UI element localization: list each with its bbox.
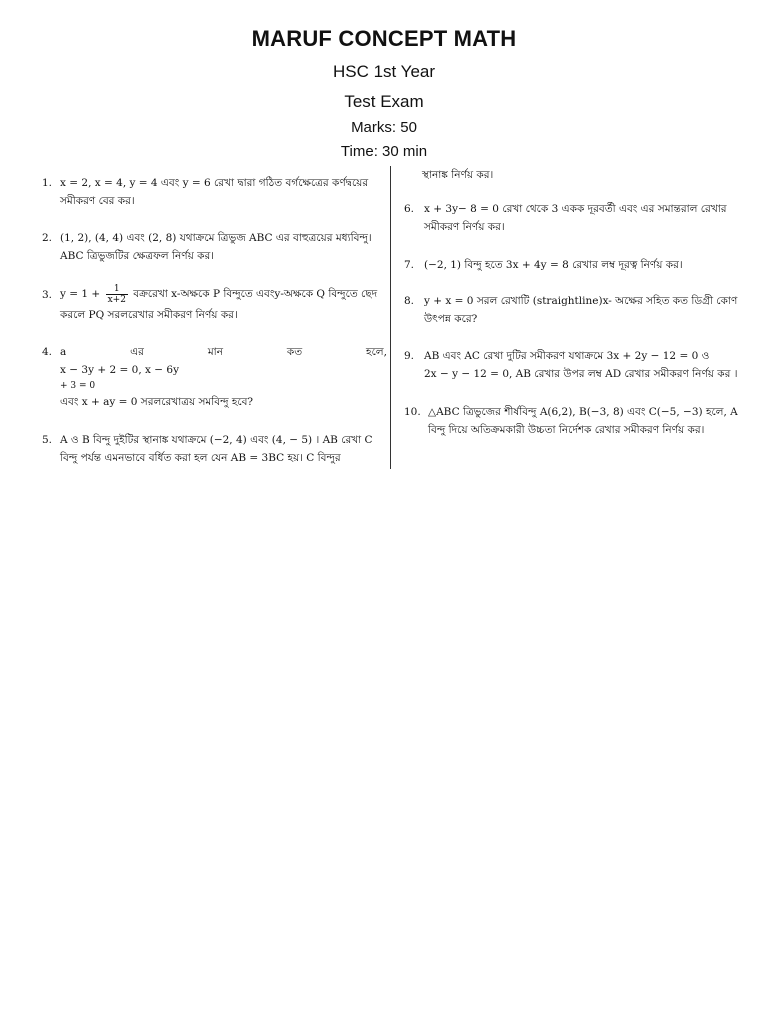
question-text-line: A ও B বিন্দু দুইটির স্থানাঙ্ক যথাক্রমে (−2, 4) এবং (4, − 5) । AB রেখা C [60, 434, 373, 446]
question-number: 5. [42, 434, 53, 446]
question-5-continued [402, 166, 747, 184]
question-5 [42, 431, 387, 467]
question-4 [42, 343, 387, 411]
question-text-line: সমীকরণ বের কর। [60, 195, 135, 207]
question-number: 6. [404, 203, 415, 215]
question-text-line: 2x − y − 12 = 0, AB রেখার উপর লম্ব AD রেখার সমীকরণ নির্ণয় কর । [424, 368, 738, 380]
exam-name: Test Exam [344, 92, 424, 111]
question-text-line: + 3 = 0 [60, 381, 96, 391]
question-9 [404, 347, 749, 383]
question-2 [42, 229, 387, 265]
time-label: Time: 30 min [340, 143, 428, 160]
question-text-line: স্থানাঙ্ক নির্ণয় কর। [422, 169, 494, 181]
question-text-line [60, 343, 387, 361]
question-10 [404, 403, 749, 439]
question-1 [42, 174, 387, 210]
class-subtitle: HSC 1st Year [332, 62, 436, 81]
question-3 [42, 282, 387, 324]
question-text-line: এবং x + ay = 0 সরলরেখাত্রয় সমবিন্দু হবে? [60, 396, 254, 408]
word: কত [286, 346, 303, 358]
question-text-line: ABC ত্রিভুজটির ক্ষেত্রফল নির্ণয় কর। [60, 250, 214, 262]
question-8 [404, 292, 749, 328]
question-text-line: বিন্দু দিয়ে অতিক্রমকারী উচ্চতা নির্দেশক রেখার সমীকরণ নির্ণয় কর। [428, 424, 705, 436]
question-text-line: সমীকরণ নির্ণয় কর। [424, 221, 505, 233]
question-text-line: AB এবং AC রেখা দুটির সমীকরণ যথাক্রমে 3x + 2y − 12 = 0 ও [424, 350, 710, 362]
question-6 [404, 200, 749, 236]
question-text-line: x + 3y− 8 = 0 রেখা থেকে 3 একক দূরবর্তী এবং এর সমান্তরাল রেখার [424, 203, 727, 215]
column-divider [390, 166, 391, 469]
question-number: 7. [404, 259, 415, 271]
question-number: 9. [404, 350, 415, 362]
question-text-line: △ABC ত্রিভুজের শীর্ষবিন্দু A(6,2), B(−3, 8) এবং C(−5, −3) হলে, A [428, 406, 738, 418]
question-text-line: x − 3y + 2 = 0, x − 6y [60, 364, 179, 376]
word: হলে, [366, 346, 387, 358]
fraction-numerator: 1 [106, 284, 128, 295]
question-number: 4. [42, 346, 53, 358]
question-text-line: (−2, 1) বিন্দু হতে 3x + 4y = 8 রেখার লম্ব দূরত্ব নির্ণয় কর। [424, 259, 683, 271]
marks-label: Marks: 50 [351, 119, 417, 136]
question-number: 1. [42, 177, 53, 189]
word: মান [207, 346, 223, 358]
word: a [60, 346, 67, 358]
question-number: 3. [42, 289, 53, 301]
fraction [106, 284, 128, 305]
question-text-line: (1, 2), (4, 4) এবং (2, 8) যথাক্রমে ত্রিভুজ ABC এর বাহুত্রয়ের মধ্যবিন্দু। [60, 232, 372, 244]
question-text-line: y + x = 0 সরল রেখাটি (straightline)x- অক্ষের সহিত কত ডিগ্রী কোণ [424, 295, 738, 307]
question-text-line [60, 282, 387, 306]
question-number: 2. [42, 232, 53, 244]
equation-prefix: y = 1 + [60, 288, 101, 300]
fraction-denominator: x+2 [107, 294, 126, 305]
question-text-line: উৎপন্ন করে? [424, 313, 478, 325]
question-text-rest: বক্ররেখা x-অক্ষকে P বিন্দুতে এবংy-অক্ষকে Q বিন্দুতে ছেদ [133, 288, 378, 300]
question-text-line: বিন্দু পর্যন্ত এমনভাবে বর্ধিত করা হল যেন AB = 3BC হয়। C বিন্দুর [60, 452, 341, 464]
question-number: 10. [404, 406, 421, 418]
question-text-line: করলে PQ সরলরেখার সমীকরণ নির্ণয় কর। [60, 309, 238, 321]
question-number: 8. [404, 295, 415, 307]
page-title: MARUF CONCEPT MATH [251, 26, 517, 51]
question-7 [404, 256, 749, 274]
word: এর [130, 346, 144, 358]
question-text-line: x = 2, x = 4, y = 4 এবং y = 6 রেখা দ্বারা গঠিত বর্গক্ষেত্রের কর্ণদ্বয়ের [60, 177, 369, 189]
